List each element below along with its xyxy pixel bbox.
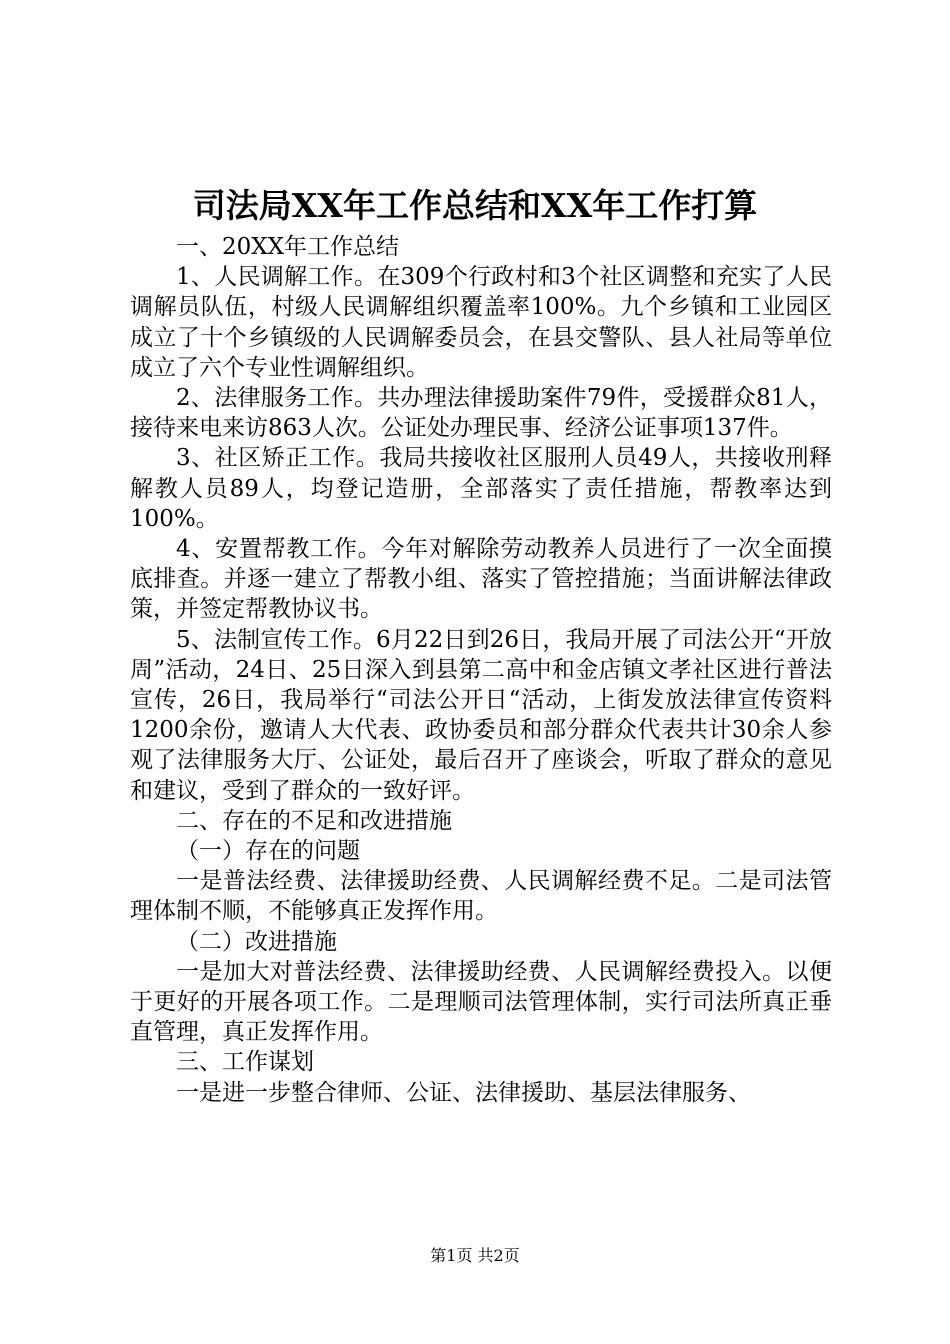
paragraph: 4、安置帮教工作。今年对解除劳动教养人员进行了一次全面摸底排查。并逐一建立了帮教小组、落实了管控措施；当面讲解法律政策，并签定帮教协议书。 bbox=[130, 536, 832, 623]
document-body bbox=[130, 232, 832, 1108]
paragraph: 2、法律服务工作。共办理法律援助案件79件，受援群众81人，接待来电来访863人次。公证处办理民事、经济公证事项137件。 bbox=[130, 385, 832, 442]
paragraph: 一、20XX年工作总结 bbox=[176, 234, 400, 260]
paragraph: 一是加大对普法经费、法律援助经费、人民调解经费投入。以便于更好的开展各项工作。二是理顺司法管理体制，实行司法所真正垂直管理，真正发挥作用。 bbox=[130, 958, 832, 1046]
paragraph: （二）改进措施 bbox=[176, 928, 337, 955]
paragraph: 1、人民调解工作。在309个行政村和3个社区调整和充实了人民调解员队伍，村级人民调解组织覆盖率100%。九个乡镇和工业园区成立了十个乡镇级的人民调解委员会，在县交警队、县人社局等单位成立了六个专业性调解组织。 bbox=[130, 264, 832, 381]
paragraph: 一是进一步整合律师、公证、法律援助、基层法律服务、 bbox=[176, 1079, 751, 1106]
document-title: 司法局XX年工作总结和XX年工作打算 bbox=[192, 186, 758, 225]
paragraph: 三、工作谋划 bbox=[176, 1049, 314, 1076]
paragraph: 5、法制宣传工作。6月22日到26日，我局开展了司法公开“开放周”活动，24日、25日深入到县第二高中和金店镇文孝社区进行普法宣传，26日，我局举行“司法公开日“活动，上街发放法律宣传资料1200余份，邀请人大代表、政协委员和部分群众代表共计30余人参观了法律服务大厅、公证处，最后召开了座谈会，听取了群众的意见和建议，受到了群众的一致好评。 bbox=[130, 626, 832, 804]
paragraph: （一）存在的问题 bbox=[176, 838, 360, 865]
page-footer: 第1页 共2页 bbox=[430, 1246, 520, 1265]
paragraph: 3、社区矫正工作。我局共接收社区服刑人员49人，共接收刑释解教人员89人，均登记造册，全部落实了责任措施，帮教率达到100%。 bbox=[130, 445, 832, 532]
paragraph: 二、存在的不足和改进措施 bbox=[176, 807, 452, 834]
paragraph: 一是普法经费、法律援助经费、人民调解经费不足。二是司法管理体制不顺，不能够真正发挥作用。 bbox=[130, 868, 832, 925]
